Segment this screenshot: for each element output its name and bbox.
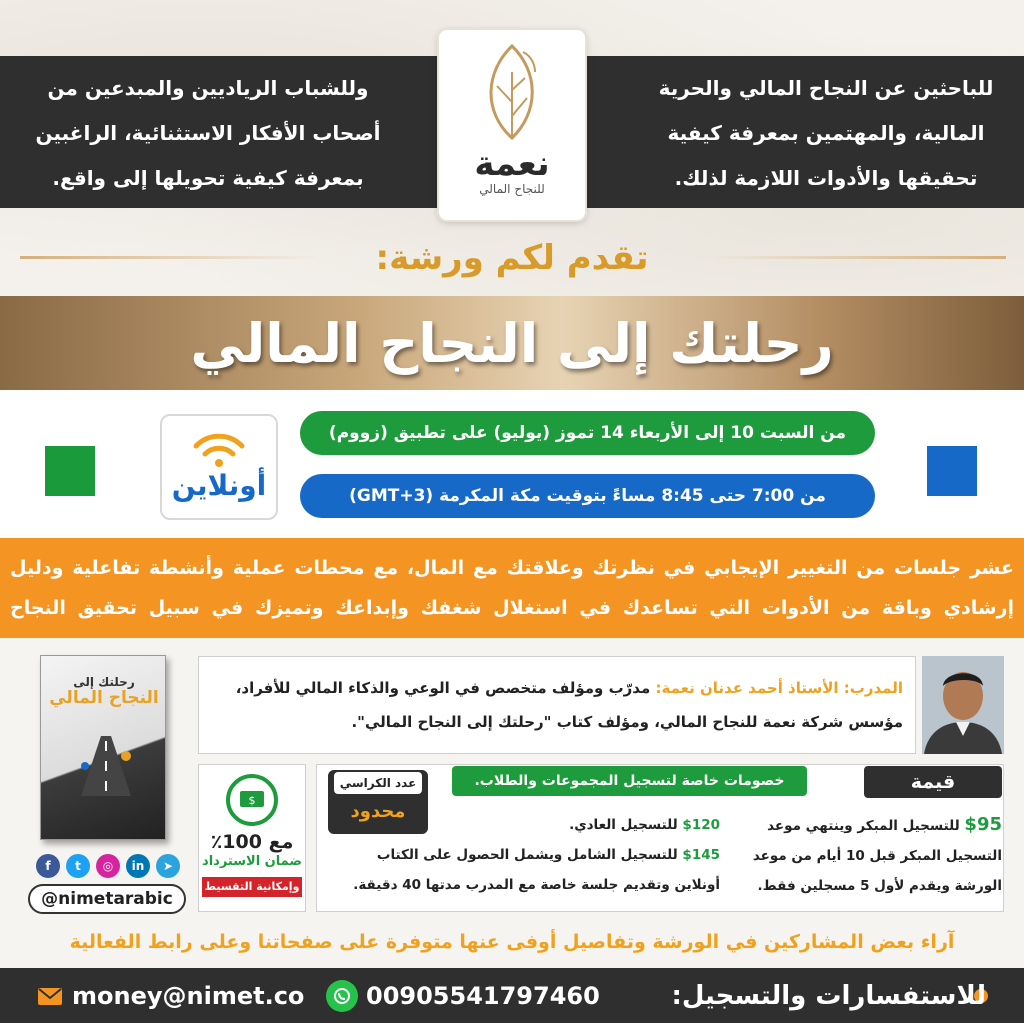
book-cover <box>40 655 166 840</box>
refund-label: ضمان الاسترداد <box>202 854 302 869</box>
refund-guarantee <box>198 764 306 912</box>
price-120-text: للتسجيل العادي. <box>569 817 678 833</box>
trainer-info <box>198 656 916 754</box>
instagram-icon[interactable]: ◎ <box>96 854 120 878</box>
contact-label: للاستفسارات والتسجيل: <box>671 981 986 1011</box>
blue-square <box>927 446 977 496</box>
telegram-icon[interactable]: ➤ <box>156 854 180 878</box>
investment-label: قيمة الاستثمار: <box>864 766 1002 798</box>
presents-heading: تقدم لكم ورشة: <box>375 238 649 278</box>
book-title <box>41 674 167 706</box>
header-right-text: للباحثين عن النجاح المالي والحرية المالية، والمهتمين بمعرفة كيفية تحقيقها والأدوات اللازمة لذلك. <box>658 76 994 190</box>
discount-pill: خصومات خاصة لتسجيل المجموعات والطلاب. <box>452 766 807 796</box>
mail-icon <box>38 988 62 1005</box>
installments-tag: وإمكانية التقسيط <box>202 877 302 897</box>
facebook-icon[interactable]: f <box>36 854 60 878</box>
book-title-line2: النجاح المالي <box>49 688 159 708</box>
twitter-icon[interactable]: t <box>66 854 90 878</box>
trainer-photo <box>922 656 1004 754</box>
wifi-icon <box>192 432 246 468</box>
email-address[interactable]: money@nimet.co <box>72 982 305 1010</box>
online-badge <box>160 414 278 520</box>
linkedin-icon[interactable]: in <box>126 854 150 878</box>
workshop-title: رحلتك إلى النجاح المالي <box>190 311 834 375</box>
green-square <box>45 446 95 496</box>
svg-text:$: $ <box>248 794 256 807</box>
title-bar <box>0 296 1024 390</box>
price-145-text: للتسجيل الشامل ويشمل الحصول على الكتاب أونلاين وتقديم جلسة خاصة مع المدرب مدتها 40 دقيقة. <box>353 847 720 893</box>
social-handle[interactable]: @nimetarabic <box>28 884 186 914</box>
regular-price <box>332 810 720 840</box>
refund-percent: مع 100٪ <box>210 831 294 853</box>
seats-label: عدد الكراسي <box>334 772 422 794</box>
whatsapp-glyph-icon <box>332 986 352 1006</box>
logo-subtitle: للنجاح المالي <box>479 182 545 196</box>
logo-name: نعمة <box>474 144 550 184</box>
full-price <box>332 840 720 900</box>
other-prices <box>332 810 720 900</box>
header-left-text: وللشباب الرياديين والمبدعين من أصحاب الأفكار الاستثنائية، الراغبين بمعرفة كيفية تحويلها إلى واقع. <box>35 76 381 190</box>
dates-pill: من السبت 10 إلى الأربعاء 14 تموز (يوليو) على تطبيق (زووم) <box>300 411 875 455</box>
money-refund-icon <box>225 773 279 827</box>
price-95: $95 <box>964 814 1002 835</box>
trainer-avatar-icon <box>922 656 1004 754</box>
price-95-text: للتسجيل المبكر وينتهي موعد التسجيل المبكر قبل 10 أيام من موعد الورشة ويقدم لأول 5 مسجلين فقط. <box>752 818 1002 894</box>
trainer-bio: مدرّب ومؤلف متخصص في الوعي والذكاء المالي للأفراد، مؤسس شركة نعمة للنجاح المالي، ومؤلف كتاب "رحلتك إلى النجاح المالي". <box>235 679 903 731</box>
logo <box>439 30 585 220</box>
price-120: $120 <box>682 817 720 833</box>
whatsapp-icon[interactable] <box>326 980 358 1012</box>
online-label: أونلاين <box>171 469 267 502</box>
trainer-name: المدرب: الأستاذ أحمد عدنان نعمة: <box>655 679 903 697</box>
phone-number[interactable]: 00905541797460 <box>366 982 600 1010</box>
early-price <box>734 810 1002 901</box>
road-icon <box>71 726 141 796</box>
time-pill: من 7:00 حتى 8:45 مساءً بتوقيت مكة المكرمة (GMT+3) <box>300 474 875 518</box>
leaf-logo-icon <box>473 42 551 142</box>
book-title-line1: رحلتك إلى <box>73 675 135 689</box>
description-text: عشر جلسات من التغيير الإيجابي في نظرتك وعلاقتك مع المال، مع محطات عملية وأنشطة تفاعلية ودليل إرشادي وباقة من الأدوات التي تساعدك في استغلال شغفك وإبداعك وتميزك في سبيل تحقيق النجاح <box>10 557 1014 619</box>
envelope-icon <box>38 988 62 1005</box>
seats-value: محدود <box>350 801 406 822</box>
price-145: $145 <box>682 847 720 863</box>
opinions-note: آراء بعض المشاركين في الورشة وتفاصيل أوفى عنها متوفرة على صفحاتنا وعلى رابط الفعالية <box>69 931 955 953</box>
